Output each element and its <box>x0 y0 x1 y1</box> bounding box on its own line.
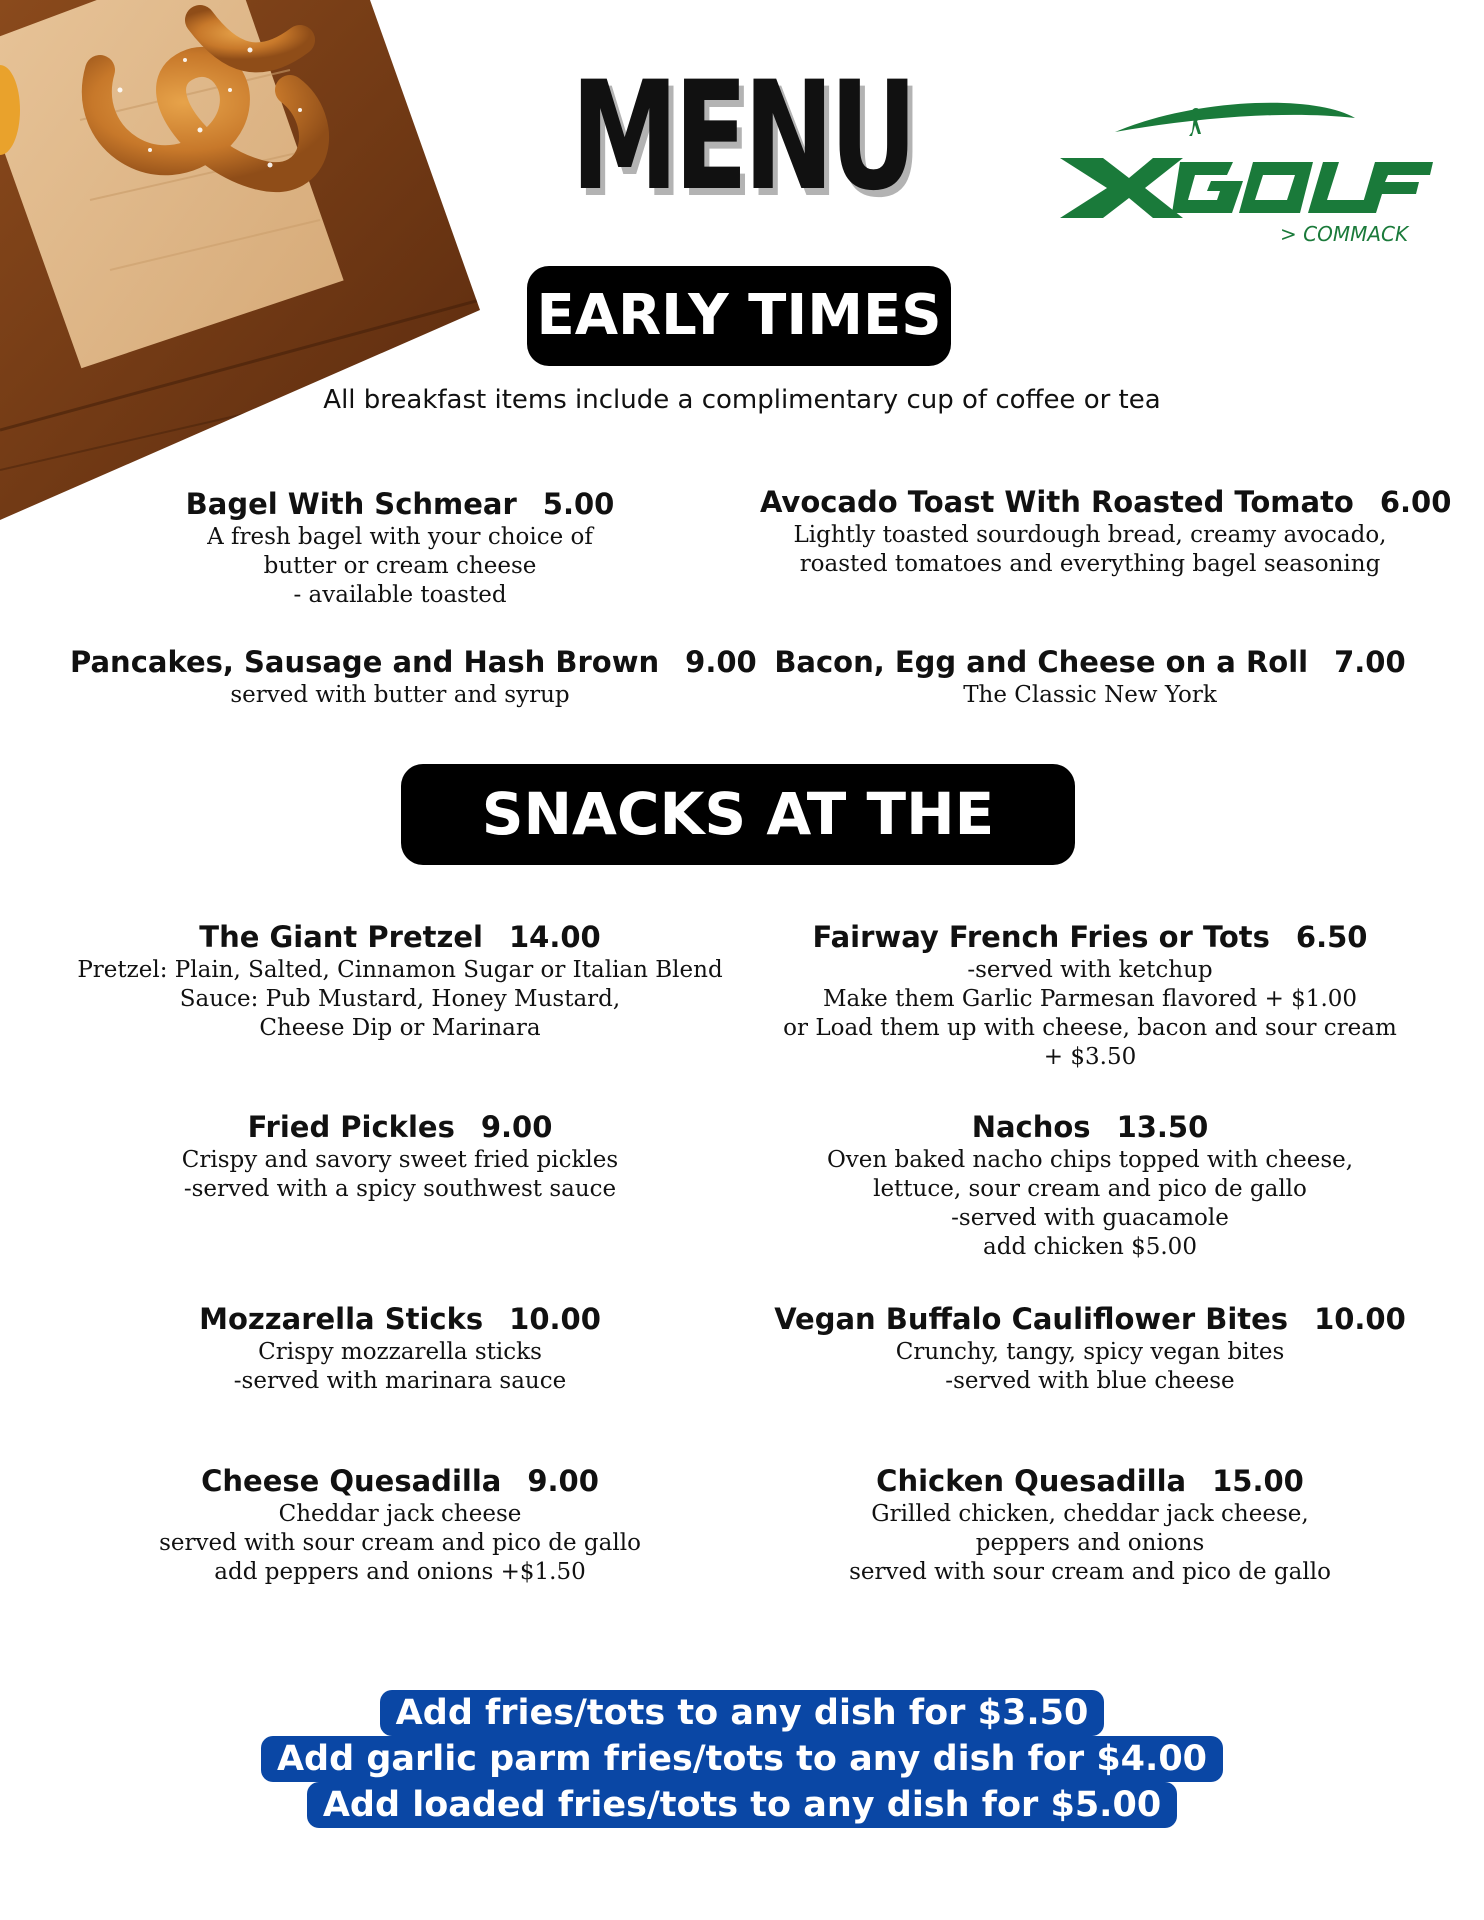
item-desc: Cheese Dip or Marinara <box>259 1015 541 1041</box>
addon-line: Add loaded fries/tots to any dish for $5.00 <box>307 1782 1177 1828</box>
item-price: 5.00 <box>542 487 615 521</box>
item-desc: - available toasted <box>293 582 507 608</box>
item-price: 15.00 <box>1212 1464 1304 1498</box>
item-name: The Giant Pretzel <box>199 920 483 954</box>
item-desc: + $3.50 <box>1043 1044 1137 1070</box>
logo-location: > COMMACK <box>1280 222 1409 246</box>
item-name: Avocado Toast With Roasted Tomato <box>760 485 1354 519</box>
item-desc: Make them Garlic Parmesan flavored + $1.00 <box>822 986 1358 1012</box>
item-desc: Crispy mozzarella sticks <box>258 1339 542 1365</box>
menu-item <box>760 643 1420 710</box>
menu-item <box>70 485 730 610</box>
item-name: Vegan Buffalo Cauliflower Bites <box>774 1302 1289 1336</box>
item-desc: Sauce: Pub Mustard, Honey Mustard, <box>179 986 621 1012</box>
item-desc: A fresh bagel with your choice of <box>207 524 593 550</box>
item-name: Bacon, Egg and Cheese on a Roll <box>774 645 1309 679</box>
item-price: 6.00 <box>1379 485 1452 519</box>
item-desc: served with butter and syrup <box>230 682 570 708</box>
item-desc: -served with ketchup <box>967 957 1213 983</box>
item-desc: -served with blue cheese <box>945 1368 1235 1394</box>
menu-item <box>760 1462 1420 1587</box>
item-desc: or Load them up with cheese, bacon and sour cream <box>783 1015 1397 1041</box>
item-desc: butter or cream cheese <box>263 553 537 579</box>
item-price: 7.00 <box>1334 645 1406 679</box>
item-name: Pancakes, Sausage and Hash Brown <box>70 645 660 679</box>
item-desc: -served with a spicy southwest sauce <box>183 1176 617 1202</box>
menu-item <box>70 643 757 710</box>
breakfast-note: All breakfast items include a complimentary cup of coffee or tea <box>323 385 1161 415</box>
item-price: 10.00 <box>509 1302 601 1336</box>
section-heading-snacks: SNACKS AT THE TURN <box>401 764 1075 865</box>
item-price: 9.00 <box>685 645 757 679</box>
logo-brand <box>1060 210 1061 211</box>
menu-title: MENU <box>570 50 914 224</box>
item-desc: served with sour cream and pico de gallo <box>159 1530 641 1556</box>
item-price: 10.00 <box>1314 1302 1406 1336</box>
menu-item <box>70 1108 730 1204</box>
item-desc: Crispy and savory sweet fried pickles <box>181 1147 619 1173</box>
item-desc: served with sour cream and pico de gallo <box>849 1559 1331 1585</box>
menu-item <box>70 1300 730 1396</box>
section-heading-early-times: EARLY TIMES <box>527 266 951 366</box>
menu-item <box>70 918 730 1043</box>
item-desc: -served with guacamole <box>951 1205 1229 1231</box>
item-desc: lettuce, sour cream and pico de gallo <box>873 1176 1307 1202</box>
item-desc: Cheddar jack cheese <box>278 1501 522 1527</box>
addon-line: Add fries/tots to any dish for $3.50 <box>380 1690 1105 1736</box>
item-desc: Oven baked nacho chips topped with cheese, <box>826 1147 1354 1173</box>
item-desc: Pretzel: Plain, Salted, Cinnamon Sugar or Italian Blend <box>77 957 723 983</box>
menu-item <box>70 1462 730 1587</box>
item-desc: peppers and onions <box>975 1530 1205 1556</box>
item-name: Mozzarella Sticks <box>199 1302 484 1336</box>
addon-banner <box>0 1690 1484 1828</box>
item-price: 9.00 <box>480 1110 553 1144</box>
item-name: Cheese Quesadilla <box>201 1464 502 1498</box>
item-desc: add chicken $5.00 <box>983 1234 1197 1260</box>
item-name: Bagel With Schmear <box>185 487 517 521</box>
item-desc: Crunchy, tangy, spicy vegan bites <box>895 1339 1285 1365</box>
item-price: 14.00 <box>508 920 601 954</box>
item-name: Fairway French Fries or Tots <box>812 920 1270 954</box>
menu-item <box>760 918 1420 1072</box>
item-desc: add peppers and onions +$1.50 <box>214 1559 586 1585</box>
menu-item <box>760 1108 1420 1262</box>
addon-line: Add garlic parm fries/tots to any dish for $4.00 <box>261 1736 1223 1782</box>
item-name: Fried Pickles <box>247 1110 455 1144</box>
menu-item <box>760 1300 1420 1396</box>
item-desc: Grilled chicken, cheddar jack cheese, <box>871 1501 1309 1527</box>
item-price: 9.00 <box>527 1464 599 1498</box>
menu-item <box>760 483 1452 579</box>
item-desc: Lightly toasted sourdough bread, creamy avocado, <box>793 522 1387 548</box>
item-name: Chicken Quesadilla <box>876 1464 1187 1498</box>
item-price: 13.50 <box>1116 1110 1209 1144</box>
item-desc: The Classic New York <box>963 682 1217 708</box>
item-price: 6.50 <box>1295 920 1368 954</box>
item-desc: roasted tomatoes and everything bagel seasoning <box>799 551 1381 577</box>
item-desc: -served with marinara sauce <box>233 1368 567 1394</box>
item-name: Nachos <box>971 1110 1091 1144</box>
